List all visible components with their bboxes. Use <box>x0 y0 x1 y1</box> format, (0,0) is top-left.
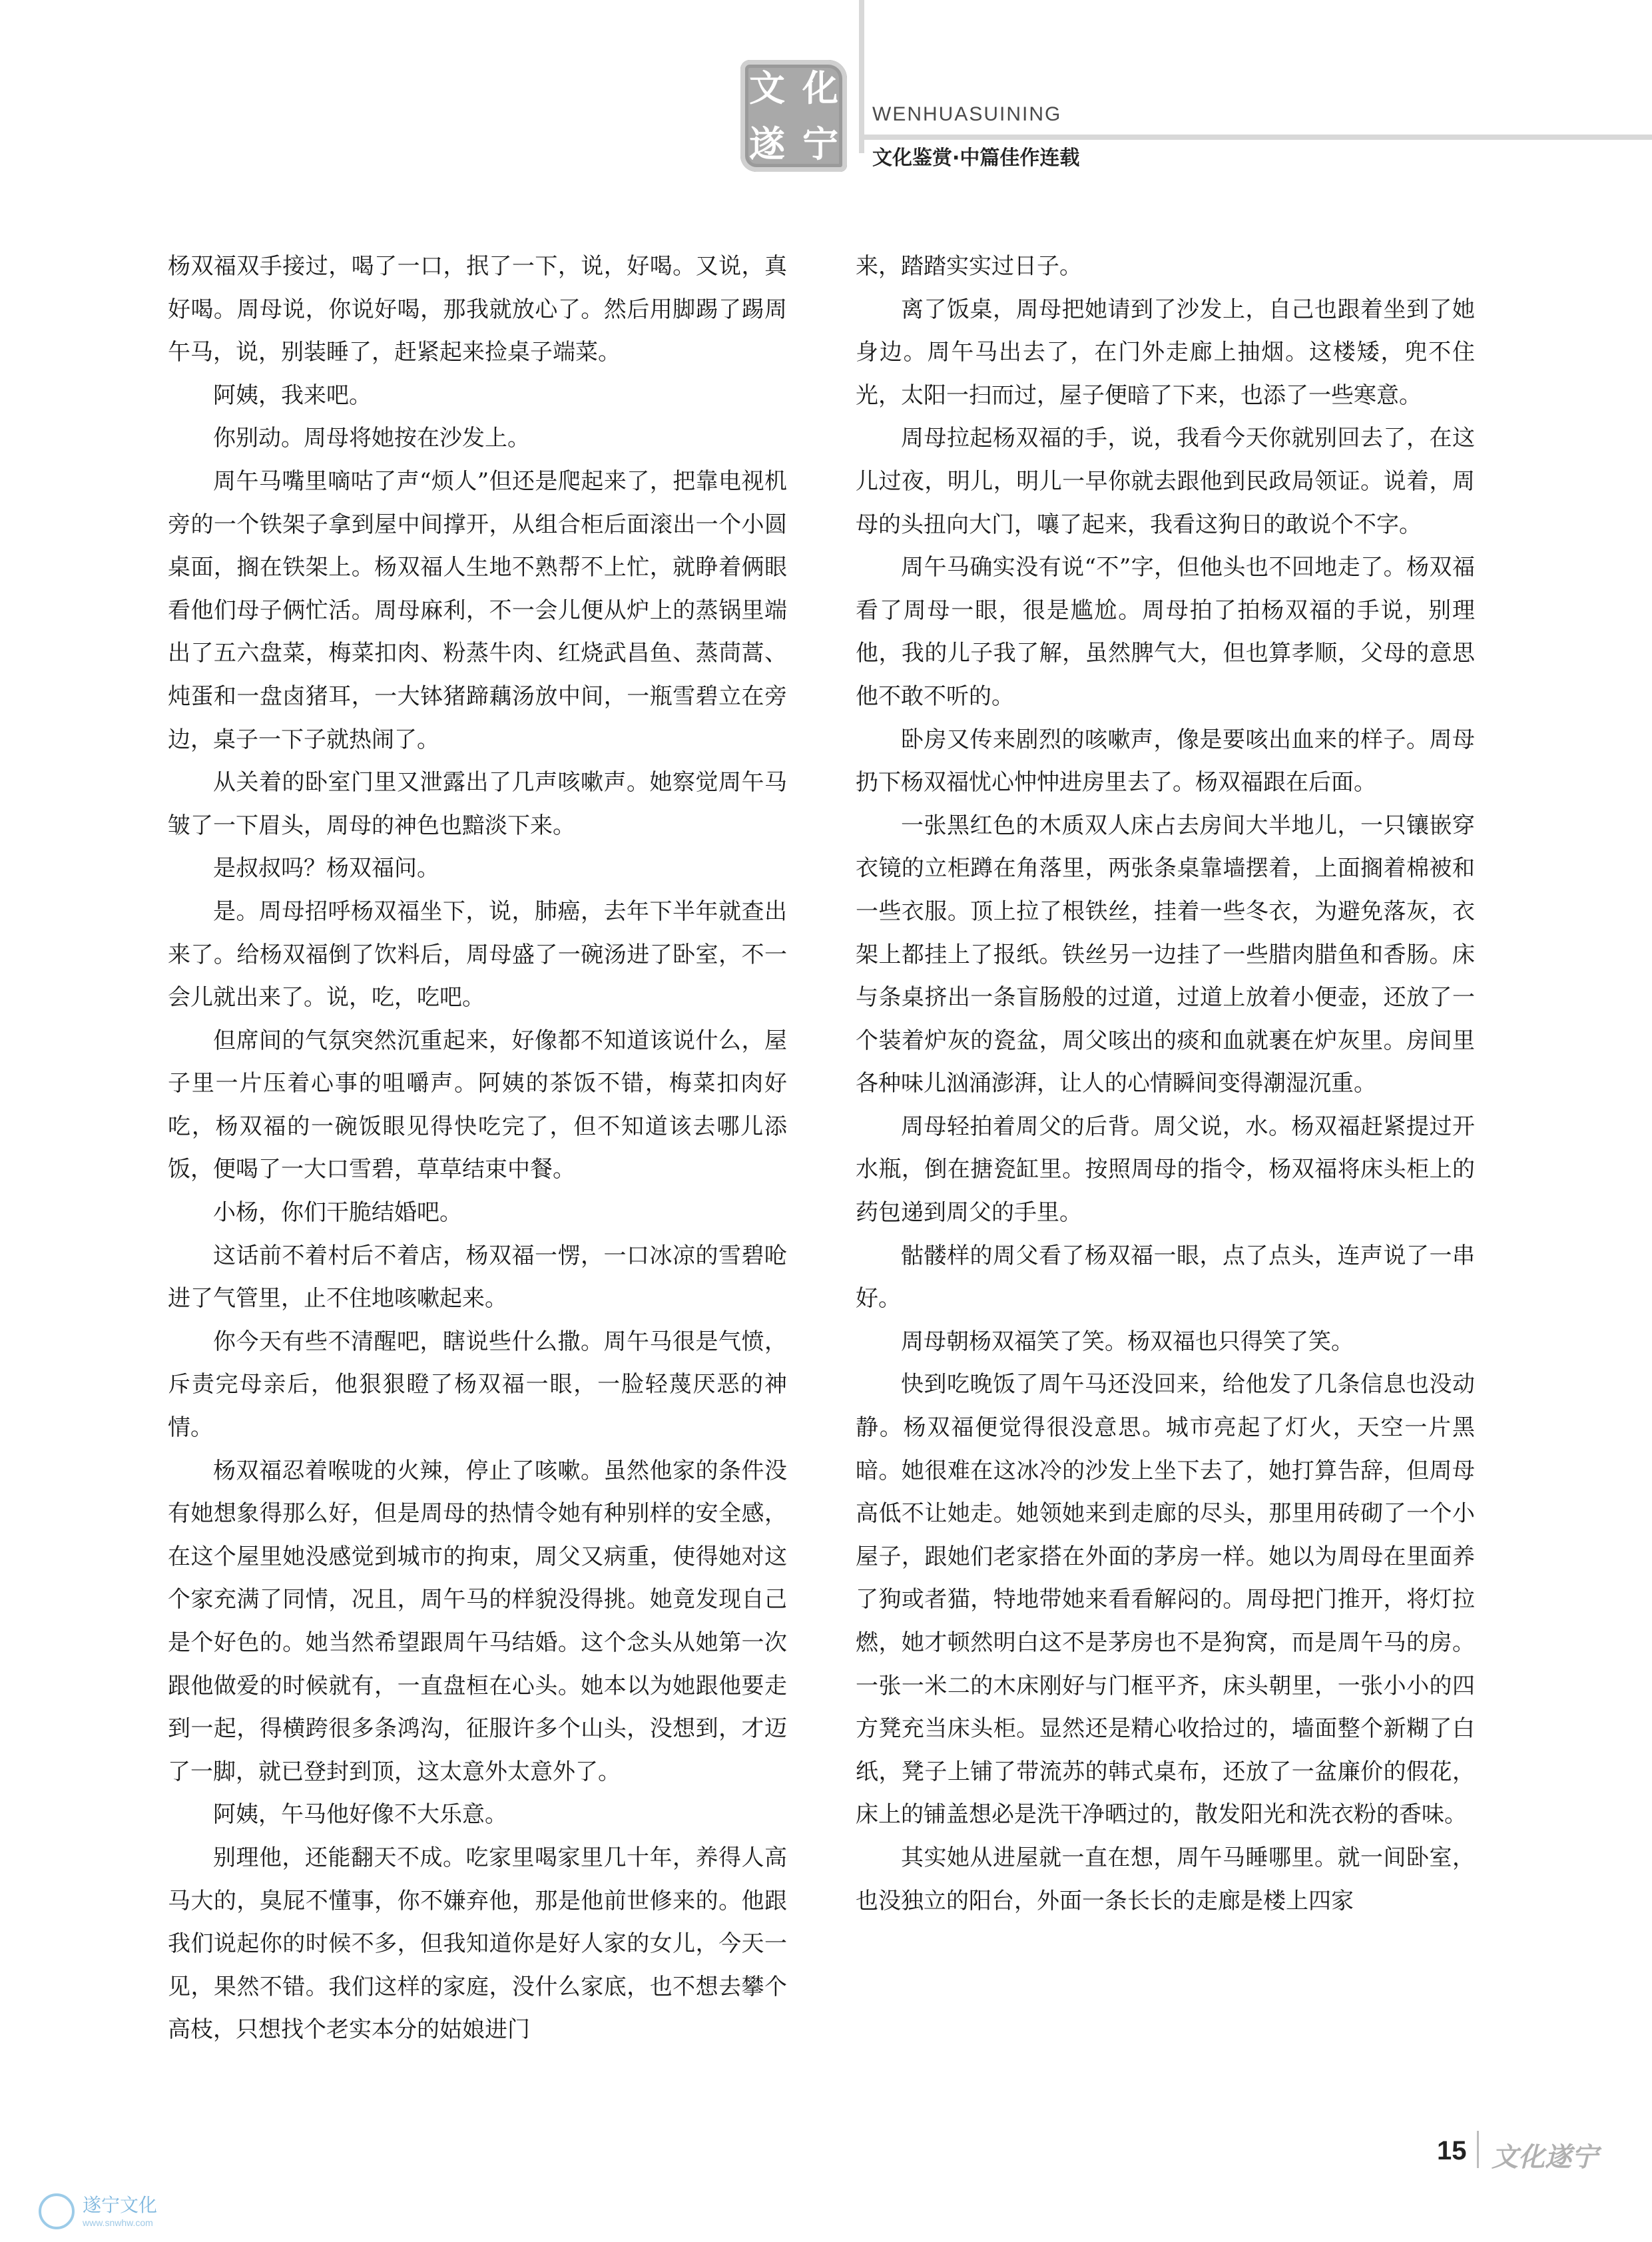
paragraph: 周午马确实没有说“不”字，但他头也不回地走了。杨双福看了周母一眼，很是尴尬。周母拍了拍杨双福的手说，别理他，我的儿子我了解，虽然脾气大，但也算孝顺，父母的意思他不敢不听的。 <box>856 554 1475 710</box>
paragraph: 骷髅样的周父看了杨双福一眼，点了点头，连声说了一串好。 <box>856 1242 1475 1312</box>
left-text-column <box>168 245 787 2052</box>
paragraph: 快到吃晚饭了周午马还没回来，给他发了几条信息也没动静。杨双福便觉得很没意思。城市亮起了灯火，天空一片黑暗。她很难在这冰冷的沙发上坐下去了，她打算告辞，但周母高低不让她走。她领她来到走廊的尽头，那里用砖砌了一个小屋子，跟她们老家搭在外面的茅房一样。她以为周母在里面养了狗或者猫，特地带她来看看解闷的。周母把门推开，将灯拉燃，她才顿然明白这不是茅房也不是狗窝，而是周午马的房。一张一米二的木床刚好与门框平齐，床头朝里，一张小小的四方凳充当床头柜。显然还是精心收拾过的，墙面整个新糊了白纸，凳子上铺了带流苏的韩式桌布，还放了一盆廉价的假花，床上的铺盖想必是洗干净晒过的，散发阳光和洗衣粉的香味。 <box>856 1371 1475 1828</box>
paragraph: 这话前不着村后不着店，杨双福一愣，一口冰凉的雪碧呛进了气管里，止不住地咳嗽起来。 <box>168 1242 787 1312</box>
seal-char: 宁 <box>802 123 838 165</box>
header-vertical-rule <box>859 0 864 153</box>
paragraph: 一张黑红色的木质双人床占去房间大半地儿，一只镶嵌穿衣镜的立柜蹲在角落里，两张条桌靠墙摆着，上面搁着棉被和一些衣服。顶上拉了根铁丝，挂着一些冬衣，为避免落灰，衣架上都挂上了报纸。铁丝另一边挂了一些腊肉腊鱼和香肠。床与条桌挤出一条盲肠般的过道，过道上放着小便壶，还放了一个装着炉灰的瓷盆，周父咳出的痰和血就裹在炉灰里。房间里各种味儿汹涌澎湃，让人的心情瞬间变得潮湿沉重。 <box>856 812 1475 1097</box>
paragraph: 你今天有些不清醒吧，瞎说些什么撒。周午马很是气愤，斥责完母亲后，他狠狠瞪了杨双福一眼，一脸轻蔑厌恶的神情。 <box>168 1328 787 1442</box>
paragraph: 卧房又传来剧烈的咳嗽声，像是要咳出血来的样子。周母扔下杨双福忧心忡忡进房里去了。杨双福跟在后面。 <box>856 726 1475 796</box>
paragraph: 从关着的卧室门里又泄露出了几声咳嗽声。她察觉周午马皱了一下眉头，周母的神色也黯淡下来。 <box>168 769 787 839</box>
seal-char: 文 <box>749 67 785 109</box>
paragraph: 周母拉起杨双福的手，说，我看今天你就别回去了，在这儿过夜，明儿，明儿一早你就去跟他到民政局领证。说着，周母的头扭向大门，嚷了起来，我看这狗日的敢说个不字。 <box>856 425 1475 538</box>
paragraph: 周母朝杨双福笑了笑。杨双福也只得笑了笑。 <box>901 1328 1354 1355</box>
paragraph: 但席间的气氛突然沉重起来，好像都不知道该说什么，屋子里一片压着心事的咀嚼声。阿姨的茶饭不错，梅菜扣肉好吃，杨双福的一碗饭眼见得快吃完了，但不知道该去哪儿添饭，便喝了一大口雪碧，草草结束中餐。 <box>168 1027 787 1183</box>
seal-char: 化 <box>802 67 838 109</box>
paragraph: 周母轻拍着周父的后背。周父说，水。杨双福赶紧提过开水瓶，倒在搪瓷缸里。按照周母的指令，杨双福将床头柜上的药包递到周父的手里。 <box>856 1113 1475 1227</box>
seal-char: 遂 <box>749 123 785 165</box>
paragraph: 杨双福忍着喉咙的火辣，停止了咳嗽。虽然他家的条件没有她想象得那么好，但是周母的热情令她有种别样的安全感，在这个屋里她没感觉到城市的拘束，周父又病重，使得她对这个家充满了同情，况且，周午马的样貌没得挑。她竟发现自己是个好色的。她当然希望跟周午马结婚。这个念头从她第一次跟他做爱的时候就有，一直盘桓在心头。她本以为她跟他要走到一起，得横跨很多条鸿沟，征服许多个山头，没想到，才迈了一脚，就已登封到顶，这太意外太意外了。 <box>168 1457 787 1785</box>
paragraph: 来，踏踏实实过日子。 <box>856 253 1082 280</box>
right-text-column <box>856 245 1475 1922</box>
paragraph: 小杨，你们干脆结婚吧。 <box>213 1199 462 1227</box>
paragraph: 周午马嘴里嘀咕了声“烦人”但还是爬起来了，把靠电视机旁的一个铁架子拿到屋中间撑开，从组合柜后面滚出一个小圆桌面，搁在铁架上。杨双福人生地不熟帮不上忙，就睁着俩眼看他们母子俩忙活。周母麻利，不一会儿便从炉上的蒸锅里端出了五六盘菜，梅菜扣肉、粉蒸牛肉、红烧武昌鱼、蒸茼蒿、炖蛋和一盘卤猪耳，一大钵猪蹄藕汤放中间，一瓶雪碧立在旁边，桌子一下子就热闹了。 <box>168 467 787 753</box>
watermark-logo-icon <box>39 2193 75 2229</box>
paragraph: 杨双福双手接过，喝了一口，抿了一下，说，好喝。又说，真好喝。周母说，你说好喝，那我就放心了。然后用脚踢了踢周午马，说，别装睡了，赶紧起来捡桌子端菜。 <box>168 253 787 366</box>
magazine-seal-logo <box>740 60 847 172</box>
watermark-url: www.snwhw.com <box>83 2217 153 2228</box>
paragraph: 你别动。周母将她按在沙发上。 <box>213 425 530 452</box>
footer-divider <box>1477 2131 1479 2168</box>
paragraph: 阿姨，我来吧。 <box>213 382 372 409</box>
paragraph: 阿姨，午马他好像不大乐意。 <box>213 1801 507 1828</box>
watermark-text: 遂宁文化 <box>83 2194 158 2216</box>
paragraph: 是。周母招呼杨双福坐下，说，肺癌，去年下半年就查出来了。给杨双福倒了饮料后，周母盛了一碗汤进了卧室，不一会儿就出来了。说，吃，吃吧。 <box>168 898 787 1011</box>
header-horizontal-rule <box>864 135 1652 140</box>
watermark <box>39 2191 192 2237</box>
brand-english-name: WENHUASUINING <box>872 103 1062 125</box>
paragraph: 是叔叔吗？杨双福问。 <box>213 855 439 882</box>
paragraph: 别理他，还能翻天不成。吃家里喝家里几十年，养得人高马大的，臭屁不懂事，你不嫌弃他，那是他前世修来的。他跟我们说起你的时候不多，但我知道你是好人家的女儿，今天一见，果然不错。我们这样的家庭，没什么家底，也不想去攀个高枝，只想找个老实本分的姑娘进门 <box>168 1844 787 2044</box>
section-title: 文化鉴赏·中篇佳作连载 <box>872 146 1080 170</box>
paragraph: 离了饭桌，周母把她请到了沙发上，自己也跟着坐到了她身边。周午马出去了，在门外走廊上抽烟。这楼矮，兜不住光，太阳一扫而过，屋子便暗了下来，也添了一些寒意。 <box>856 296 1475 409</box>
paragraph: 其实她从进屋就一直在想，周午马睡哪里。就一间卧室，也没独立的阳台，外面一条长长的走廊是楼上四家 <box>856 1844 1475 1914</box>
footer-brand: 文化遂宁 <box>1492 2141 1598 2173</box>
page-number: 15 <box>1437 2136 1467 2165</box>
